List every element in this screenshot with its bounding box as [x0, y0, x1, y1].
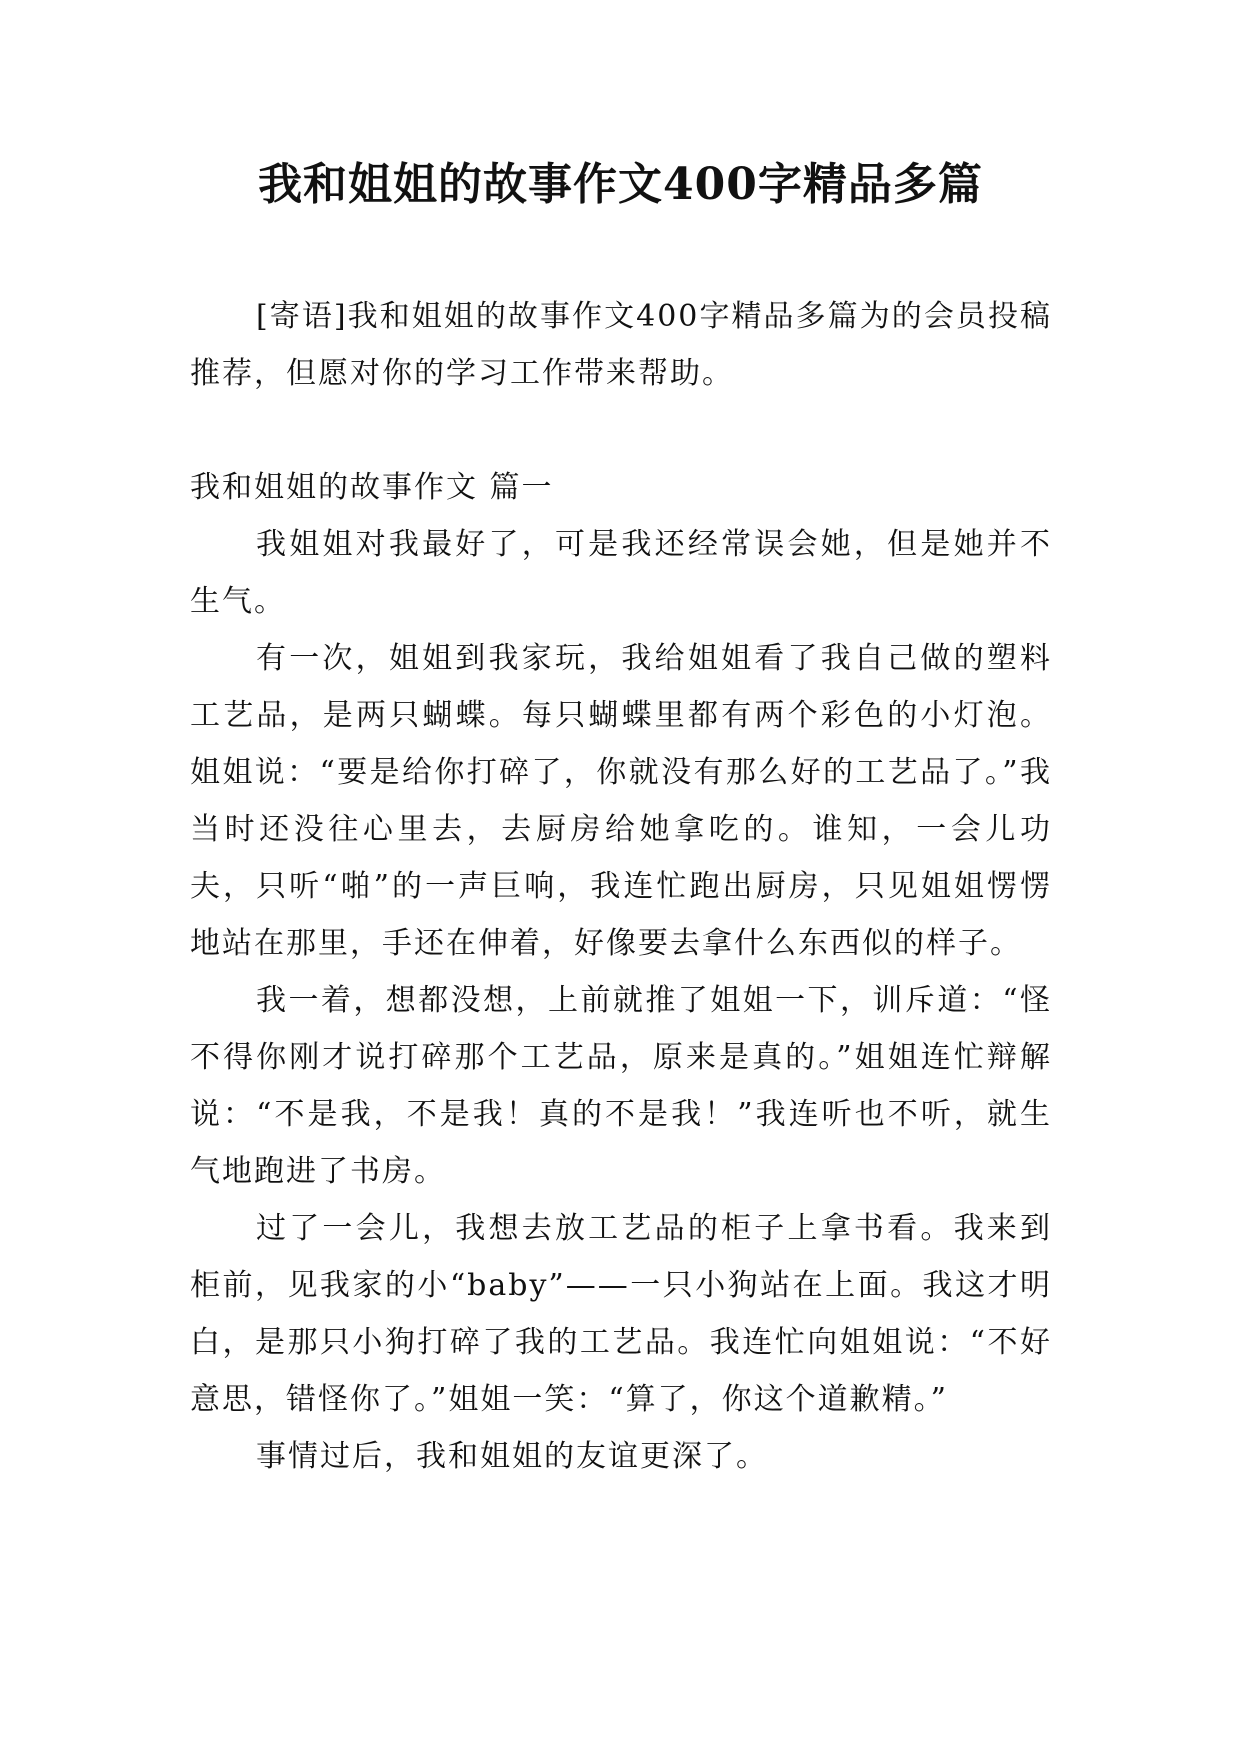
body-paragraph: 有一次，姐姐到我家玩，我给姐姐看了我自己做的塑料工艺品，是两只蝴蝶。每只蝴蝶里都有两个彩色的小灯泡。姐姐说：“要是给你打碎了，你就没有那么好的工艺品了。”我当时还没往心里去，去厨房给她拿吃的。谁知，一会儿功夫，只听“啪”的一声巨响，我连忙跑出厨房，只见姐姐愣愣地站在那里，手还在伸着，好像要去拿什么东西似的样子。 — [190, 641, 1052, 961]
document-title: 我和姐姐的故事作文400字精品多篇 — [258, 159, 983, 210]
body-paragraph: 我一着，想都没想，上前就推了姐姐一下，训斥道：“怪不得你刚才说打碎那个工艺品，原来是真的。”姐姐连忙辩解说：“不是我，不是我！真的不是我！”我连听也不听，就生气地跑进了书房。 — [190, 983, 1052, 1189]
body-paragraph: 事情过后，我和姐姐的友谊更深了。 — [256, 1439, 768, 1474]
document-body — [190, 288, 1052, 1485]
section-heading: 我和姐姐的故事作文 篇一 — [190, 470, 554, 505]
body-paragraph: 我姐姐对我最好了，可是我还经常误会她，但是她并不生气。 — [190, 527, 1052, 619]
intro-paragraph: [寄语]我和姐姐的故事作文400字精品多篇为的会员投稿推荐，但愿对你的学习工作带来帮助。 — [190, 299, 1052, 391]
body-paragraph: 过了一会儿，我想去放工艺品的柜子上拿书看。我来到柜前，见我家的小“baby”——一只小狗站在上面。我这才明白，是那只小狗打碎了我的工艺品。我连忙向姐姐说：“不好意思，错怪你了。”姐姐一笑：“算了，你这个道歉精。” — [190, 1211, 1052, 1417]
